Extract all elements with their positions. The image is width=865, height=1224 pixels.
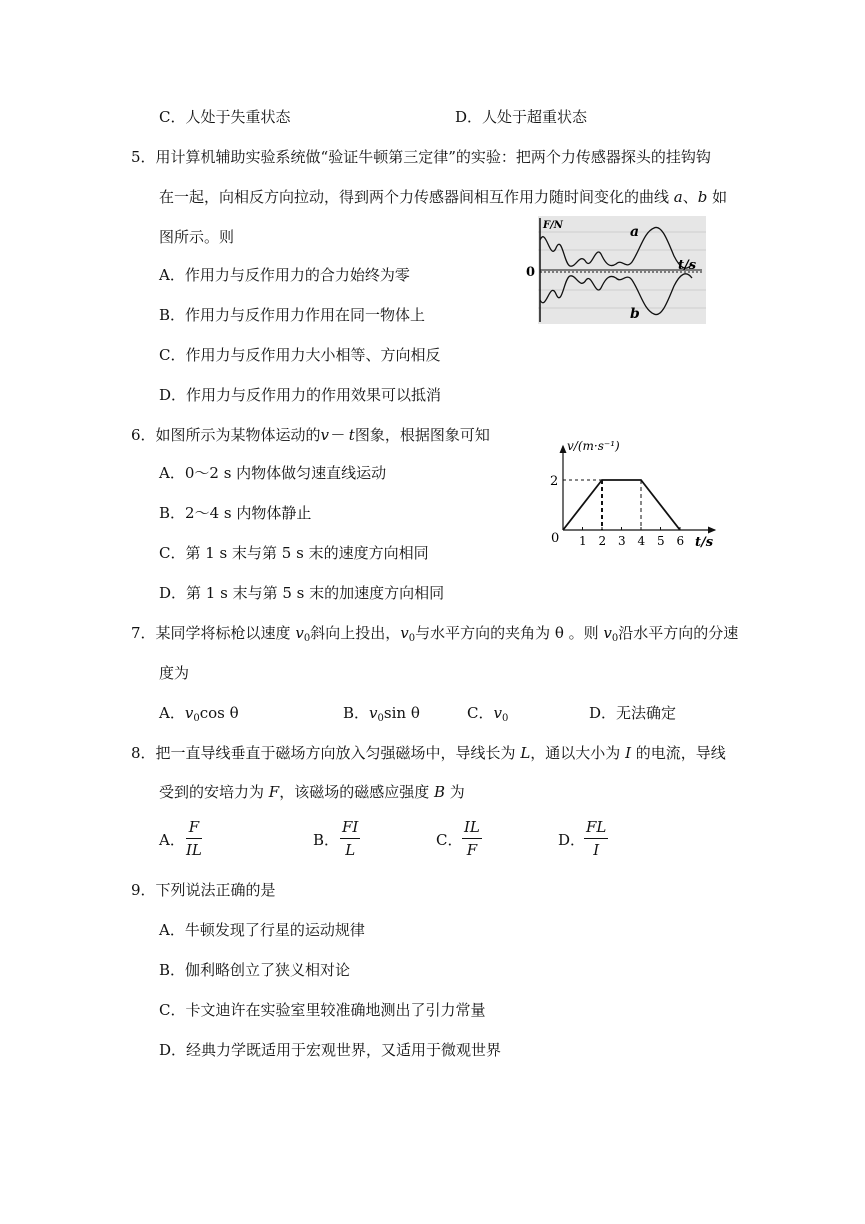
q8-option-d-label: D． bbox=[558, 831, 586, 849]
q5-option-b: B．作用力与反作用力作用在同一物体上 bbox=[159, 306, 426, 324]
q5-stem-line3: 图所示。则 bbox=[159, 228, 235, 246]
q9-option-d: D．经典力学既适用于宏观世界，又适用于微观世界 bbox=[159, 1041, 502, 1059]
graph-y-label: F/N bbox=[543, 220, 563, 231]
q7-option-b: B．$v_0\sin$ θ bbox=[343, 704, 420, 724]
q5-option-c: C．作用力与反作用力大小相等、方向相反 bbox=[159, 346, 441, 364]
vt-series-line bbox=[563, 480, 680, 530]
q6-vt-graph bbox=[545, 438, 725, 556]
curve-a-label: a bbox=[630, 224, 640, 240]
q5-force-graph bbox=[524, 212, 708, 326]
q6-option-c: C．第 1 s 末与第 5 s 末的速度方向相同 bbox=[159, 544, 429, 562]
q9-option-b: B．伽利略创立了狭义相对论 bbox=[159, 961, 351, 979]
graph-x-label: t/s bbox=[678, 258, 697, 273]
q8-option-d-fraction: $\frac{FL}{I}$ bbox=[586, 818, 607, 859]
q8-option-b-label: B． bbox=[313, 831, 340, 849]
q7-option-c: C．$v_0$ bbox=[467, 704, 509, 724]
vt-x-tick-label: 3 bbox=[618, 534, 626, 548]
q8-option-b-fraction: $\frac{FI}{L}$ bbox=[342, 818, 359, 859]
q8-option-c-label: C． bbox=[436, 831, 463, 849]
vt-x-label: t/s bbox=[695, 535, 714, 550]
q5-option-a: A．作用力与反作用力的合力始终为零 bbox=[159, 266, 410, 284]
vt-x-tick-label: 4 bbox=[637, 534, 646, 548]
q6-option-a: A．0～2 s 内物体做匀速直线运动 bbox=[159, 464, 387, 482]
q6-option-d: D．第 1 s 末与第 5 s 末的加速度方向相同 bbox=[159, 584, 445, 602]
q7-option-d: D．无法确定 bbox=[589, 704, 677, 722]
q5-stem-line1: 5．用计算机辅助实验系统做“验证牛顿第三定律”的实验：把两个力传感器探头的挂钩钩 bbox=[131, 148, 711, 166]
vt-y-label: v/(m·s⁻¹) bbox=[567, 439, 620, 453]
q4-option-c: C．人处于失重状态 bbox=[159, 108, 291, 126]
q7-stem-line1: 7．某同学将标枪以速度 $v_0$斜向上投出，$v_0$与水平方向的夹角为 θ 。则 $v_0$沿水平方向的分速 bbox=[131, 624, 739, 644]
q7-option-a: A．$v_0\cos$ θ bbox=[159, 704, 239, 724]
q9-option-c: C．卡文迪许在实验室里较准确地测出了引力常量 bbox=[159, 1001, 486, 1019]
q6-option-b: B．2～4 s 内物体静止 bbox=[159, 504, 312, 522]
q7-stem-line2: 度为 bbox=[159, 664, 190, 682]
q5-stem-line2: 在一起，向相反方向拉动，得到两个力传感器间相互作用力随时间变化的曲线 a、b 如 bbox=[159, 188, 728, 206]
vt-y-tick-label: 2 bbox=[550, 474, 559, 489]
vt-x-tick-label: 1 bbox=[579, 534, 587, 548]
q8-stem-line2: 受到的安培力为 F，该磁场的磁感应强度 B 为 bbox=[159, 783, 465, 801]
vt-origin: 0 bbox=[551, 531, 560, 546]
curve-b-label: b bbox=[630, 306, 640, 322]
q4-option-d: D．人处于超重状态 bbox=[455, 108, 588, 126]
q8-stem-line1: 8．把一直导线垂直于磁场方向放入匀强磁场中，导线长为 L，通以大小为 I 的电流，导线 bbox=[131, 744, 726, 762]
q6-stem: 6．如图所示为某物体运动的v－ t图象，根据图象可知 bbox=[131, 426, 490, 444]
q5-option-d: D．作用力与反作用力的作用效果可以抵消 bbox=[159, 386, 442, 404]
vt-x-tick-label: 5 bbox=[657, 534, 665, 548]
vt-x-tick-label: 2 bbox=[598, 534, 607, 548]
q9-stem: 9．下列说法正确的是 bbox=[131, 881, 276, 899]
vt-x-tick-label: 6 bbox=[676, 534, 685, 548]
graph-origin: 0 bbox=[526, 265, 536, 280]
q8-option-a-label: A． bbox=[159, 831, 185, 849]
q9-option-a: A．牛顿发现了行星的运动规律 bbox=[159, 921, 365, 939]
q8-option-c-fraction: $\frac{IL}{F}$ bbox=[464, 818, 480, 859]
q8-option-a-fraction: $\frac{F}{IL}$ bbox=[186, 818, 202, 859]
